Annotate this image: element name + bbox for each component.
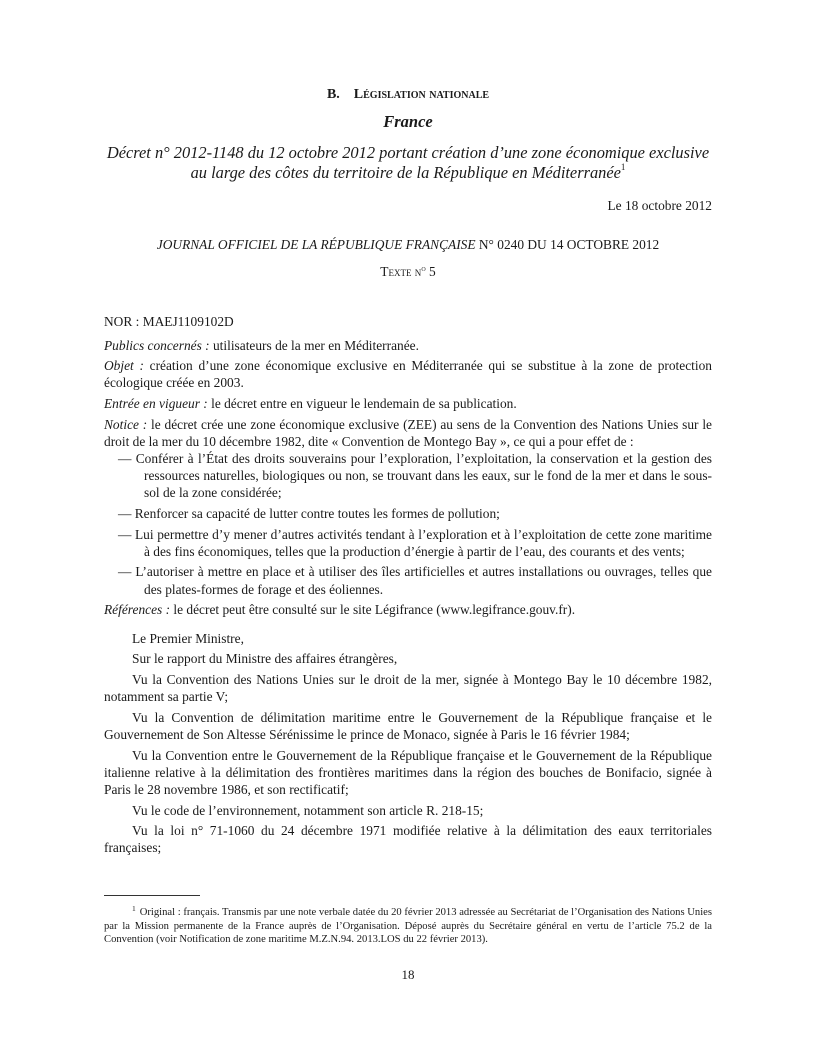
objet-paragraph bbox=[104, 357, 712, 391]
decree-title-line2: au large des côtes du territoire de la République en Méditerranée bbox=[190, 162, 621, 182]
entree-text: le décret entre en vigueur le lendemain de sa publication. bbox=[207, 395, 517, 411]
effects-list bbox=[104, 450, 712, 598]
publics-paragraph bbox=[104, 337, 712, 354]
section-heading bbox=[104, 86, 712, 103]
preamble-paragraph: Le Premier Ministre, bbox=[132, 630, 244, 646]
objet-label: Objet : bbox=[104, 358, 144, 374]
page-number: 18 bbox=[401, 967, 415, 982]
entree-label: Entrée en vigueur : bbox=[104, 395, 208, 411]
footnote-divider bbox=[104, 895, 200, 896]
preamble-paragraph: Sur le rapport du Ministre des affaires étrangères, bbox=[132, 651, 398, 667]
footnote-marker: 1 bbox=[132, 904, 136, 913]
footnote bbox=[104, 906, 712, 947]
preamble-paragraph: Vu le code de l’environnement, notamment son article R. 218-15; bbox=[132, 802, 484, 818]
objet-text: création d’une zone économique exclusive en Méditerranée qui se substitue à la zone de protection écologique créée en 2003. bbox=[104, 358, 712, 391]
decree-body bbox=[104, 313, 712, 860]
texte-number bbox=[104, 263, 712, 280]
preamble-paragraph: Vu la Convention des Nations Unies sur le droit de la mer, signée à Montego Bay le 10 décembre 1982, notamment sa partie V; bbox=[104, 671, 712, 705]
references-paragraph bbox=[104, 601, 712, 618]
section-letter: B. bbox=[326, 87, 340, 102]
preamble-paragraph: Vu la Convention de délimitation maritime entre le Gouvernement de la République française et le Gouvernement de Son Altesse Sérénissime le prince de Monaco, signée à Paris le 16 février 1984; bbox=[104, 709, 712, 742]
decree-title-line1: Décret n° 2012-1148 du 12 octobre 2012 portant création d’une zone économique exclusive bbox=[106, 143, 710, 162]
notice-label: Notice : bbox=[104, 416, 148, 432]
document-date: Le 18 octobre 2012 bbox=[607, 198, 712, 213]
journal-reference bbox=[104, 236, 712, 253]
texte-label: Texte n bbox=[380, 264, 422, 279]
journal-name: JOURNAL OFFICIEL DE LA RÉPUBLIQUE FRANÇAISE bbox=[156, 237, 476, 252]
notice-paragraph bbox=[104, 416, 712, 450]
publics-text: utilisateurs de la mer en Méditerranée. bbox=[209, 337, 419, 353]
notice-text: le décret crée une zone économique exclusive (ZEE) au sens de la Convention des Nations Unies sur le droit de la mer du 10 décembre 1982, dite « Convention de Montego Bay », ce qui a pour effet de : bbox=[104, 416, 712, 449]
texte-num: 5 bbox=[425, 264, 436, 279]
decree-title bbox=[104, 143, 712, 182]
publics-label: Publics concernés : bbox=[104, 337, 210, 353]
entree-paragraph bbox=[104, 395, 712, 412]
list-item: — Renforcer sa capacité de lutter contre toutes les formes de pollution; bbox=[118, 505, 500, 521]
preamble-paragraph: Vu la loi n° 71-1060 du 24 décembre 1971 modifiée relative à la délimitation des eaux territoriales françaises; bbox=[104, 823, 712, 856]
references-text: le décret peut être consulté sur le site Légifrance (www.legifrance.gouv.fr). bbox=[170, 602, 576, 618]
country-heading: France bbox=[383, 112, 433, 131]
list-item: — Lui permettre d’y mener d’autres activités tendant à l’exploration et à l’exploitation de cette zone maritime à des fins économiques, telles que la production d’énergie à partir de l’eau, des courants et des vents; bbox=[118, 526, 712, 559]
section-title: Législation nationale bbox=[353, 87, 490, 102]
list-item: — Conférer à l’État des droits souverains pour l’exploration, l’exploitation, la conservation et la gestion des ressources naturelles, biologiques ou non, se trouvant dans les eaux, sur le fond de la mer et dans le sous-sol de la zone considérée; bbox=[118, 450, 712, 501]
footnote-reference: 1 bbox=[620, 161, 626, 172]
journal-issue: N° 0240 DU 14 OCTOBRE 2012 bbox=[475, 237, 660, 252]
preamble-paragraph: Vu la Convention entre le Gouvernement de la République française et le Gouvernement de la République italienne relative à la délimitation des frontières maritimes dans la région des bouches de Bonifacio, signée à Paris le 28 novembre 1986, et son rectificatif; bbox=[104, 747, 712, 797]
texte-sup: o bbox=[421, 263, 426, 273]
references-label: Références : bbox=[104, 602, 171, 618]
list-item: — L’autoriser à mettre en place et à utiliser des îles artificielles et autres installations ou ouvrages, telles que des plates-formes de forage et des éoliennes. bbox=[118, 564, 712, 597]
footnote-text: Original : français. Transmis par une note verbale datée du 20 février 2013 adressée au Secrétariat de l’Organisation des Nations Unies par la Mission permanente de la France auprès de l’Organisation. Déposé auprès du Secrétaire général en vertu de l’article 75.2 de la Convention (voir Notification de zone maritime M.Z.N.94. 2013.LOS du 22 février 2013). bbox=[104, 907, 712, 946]
nor-reference: NOR : MAEJ1109102D bbox=[104, 314, 234, 329]
